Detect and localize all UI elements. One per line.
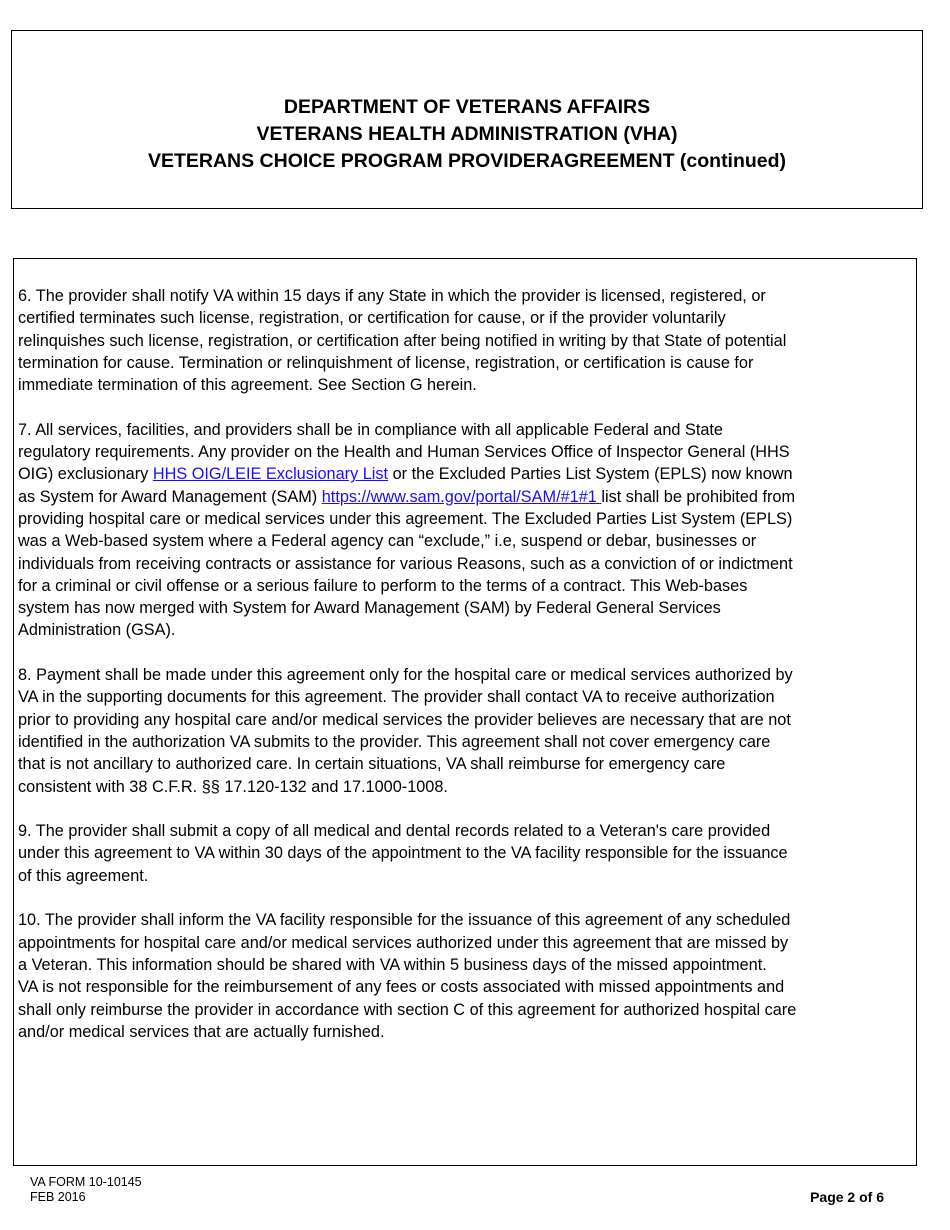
paragraph-line: [18, 463, 918, 485]
paragraph-line: providing hospital care or medical services under this agreement. The Excluded Parties List System (EPLS): [18, 509, 793, 528]
paragraph-line: under this agreement to VA within 30 days of the appointment to the VA facility responsible for the issuance: [18, 844, 788, 863]
paragraph-6: [18, 285, 918, 396]
text-segment: or the Excluded Parties List System (EPLS) now known: [388, 465, 793, 484]
paragraph-10: [18, 909, 918, 1043]
form-title: [12, 94, 922, 175]
paragraph-line: 8. Payment shall be made under this agreement only for the hospital care or medical services authorized by: [18, 666, 793, 685]
paragraph-line: 7. All services, facilities, and providers shall be in compliance with all applicable Federal and State: [18, 420, 723, 439]
paragraph-line: identified in the authorization VA submits to the provider. This agreement shall not cover emergency care: [18, 732, 771, 751]
paragraph-line: that is not ancillary to authorized care. In certain situations, VA shall reimburse for emergency care: [18, 755, 726, 774]
paragraph-8: [18, 664, 918, 798]
administration-title: VETERANS HEALTH ADMINISTRATION (VHA): [256, 123, 678, 145]
paragraph-line: was a Web-based system where a Federal agency can “exclude,” i.e, suspend or debar, businesses or: [18, 532, 757, 551]
paragraph-line: Administration (GSA).: [18, 621, 176, 640]
department-title: DEPARTMENT OF VETERANS AFFAIRS: [283, 96, 651, 118]
paragraph-line: individuals from receiving contracts or assistance for various Reasons, such as a conviction of or indictment: [18, 554, 793, 573]
paragraph-line: termination for cause. Termination or relinquishment of license, registration, or certification is cause for: [18, 353, 754, 372]
paragraph-line: appointments for hospital care and/or medical services authorized under this agreement that are missed by: [18, 933, 789, 952]
paragraph-line: of this agreement.: [18, 866, 149, 885]
text-segment: list shall be prohibited from: [601, 487, 796, 506]
text-segment: OIG) exclusionary: [18, 465, 153, 484]
paragraph-line: immediate termination of this agreement. See Section G herein.: [18, 376, 477, 395]
text-segment: as System for Award Management (SAM): [18, 487, 322, 506]
agreement-title: VETERANS CHOICE PROGRAM PROVIDERAGREEMENT (continued): [147, 150, 787, 172]
form-identifier: [30, 1175, 142, 1205]
form-header-box: [11, 30, 923, 209]
paragraph-line: [18, 486, 918, 508]
paragraph-line: 6. The provider shall notify VA within 15 days if any State in which the provider is licensed, registered, or: [18, 287, 766, 305]
paragraph-line: 10. The provider shall inform the VA facility responsible for the issuance of this agreement of any scheduled: [18, 911, 791, 930]
form-date: FEB 2016: [30, 1190, 86, 1204]
page-number: Page 2 of 6: [810, 1189, 884, 1205]
paragraph-line: VA in the supporting documents for this agreement. The provider shall contact VA to receive authorization: [18, 688, 775, 707]
paragraph-line: certified terminates such license, registration, or certification for cause, or if the provider voluntarily: [18, 309, 726, 328]
paragraph-line: system has now merged with System for Award Management (SAM) by Federal General Services: [18, 599, 721, 618]
paragraph-line: a Veteran. This information should be shared with VA within 5 business days of the missed appointment.: [18, 955, 767, 974]
agreement-text: [18, 285, 918, 1065]
agreement-body-box: [13, 258, 917, 1166]
paragraph-line: for a criminal or civil offense or a serious failure to perform to the terms of a contract. This Web-bases: [18, 576, 748, 595]
paragraph-line: prior to providing any hospital care and/or medical services the provider believes are necessary that are not: [18, 710, 791, 729]
paragraph-line: and/or medical services that are actually furnished.: [18, 1022, 385, 1041]
sam-gov-link[interactable]: https://www.sam.gov/portal/SAM/#1#1: [321, 487, 602, 506]
form-number: VA FORM 10-10145: [30, 1175, 142, 1189]
paragraph-9: [18, 820, 918, 887]
paragraph-line: shall only reimburse the provider in accordance with section C of this agreement for authorized hospital care: [18, 1000, 797, 1019]
hhs-oig-leie-link[interactable]: HHS OIG/LEIE Exclusionary List: [152, 465, 389, 484]
paragraph-line: 9. The provider shall submit a copy of all medical and dental records related to a Veteran's care provided: [18, 822, 771, 841]
paragraph-line: regulatory requirements. Any provider on the Health and Human Services Office of Inspector General (HHS: [18, 443, 790, 462]
paragraph-line: consistent with 38 C.F.R. §§ 17.120-132 and 17.1000-1008.: [18, 777, 448, 796]
paragraph-7: [18, 419, 918, 642]
paragraph-line: VA is not responsible for the reimbursement of any fees or costs associated with missed appointments and: [18, 978, 785, 997]
paragraph-line: relinquishes such license, registration, or certification after being notified in writing by that State of potential: [18, 331, 787, 350]
